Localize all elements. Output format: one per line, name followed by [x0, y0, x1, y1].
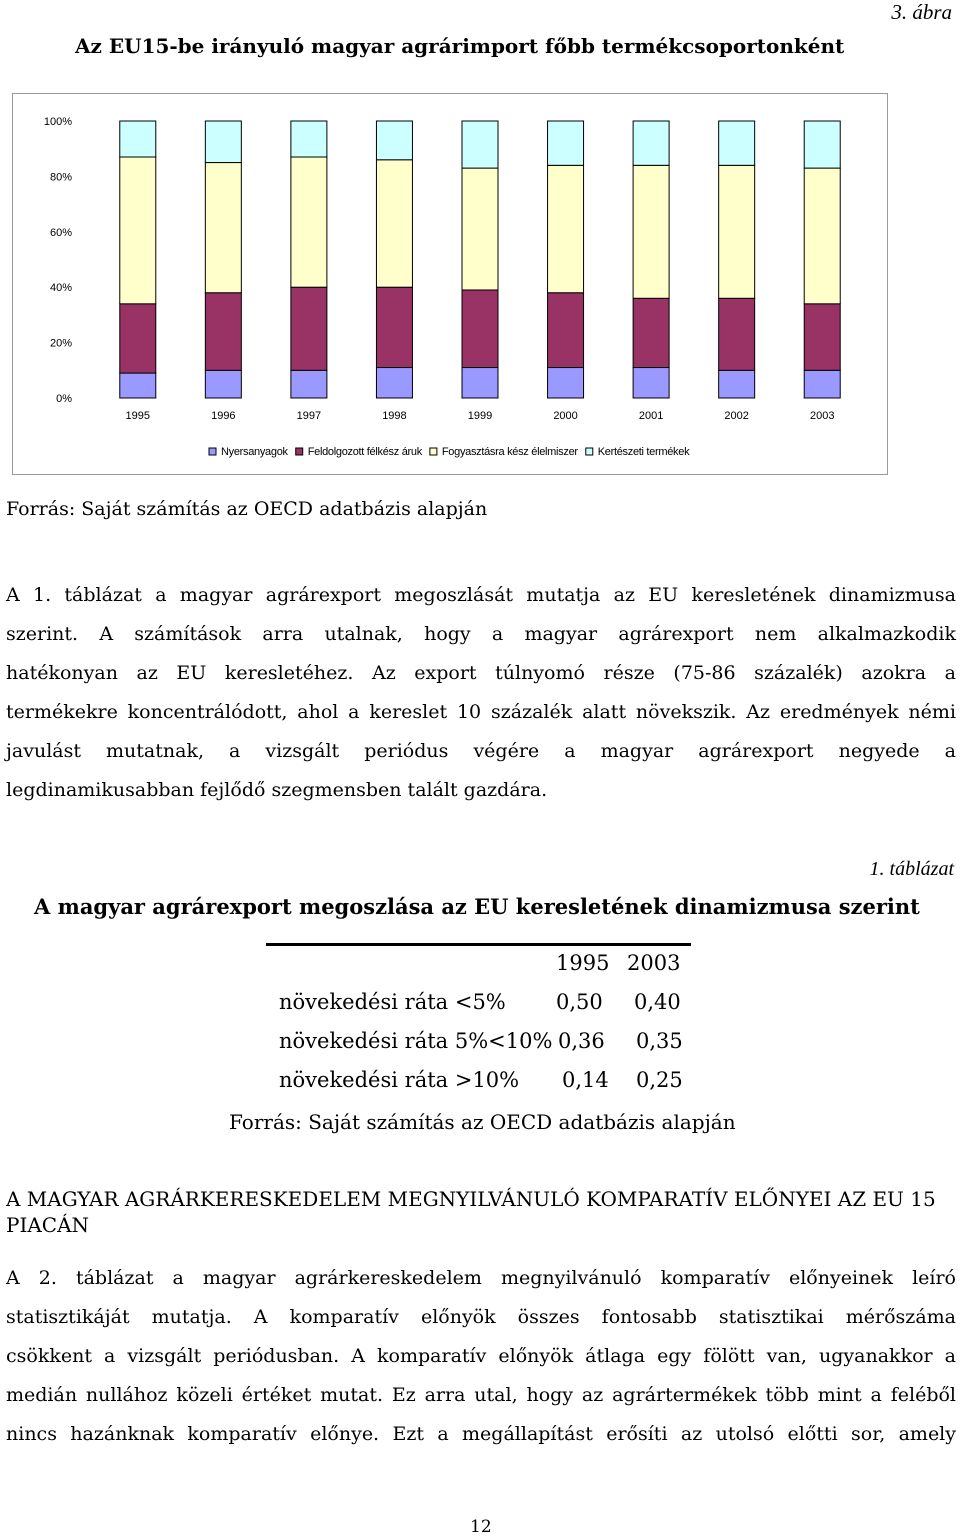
bar-segment: [462, 368, 498, 398]
x-tick-label: 1997: [296, 410, 322, 422]
table-top-rule: [266, 943, 691, 946]
y-tick-label: 0%: [56, 393, 72, 405]
x-tick-label: 1996: [211, 410, 236, 422]
bar-segment: [120, 304, 156, 373]
x-tick-label: 1999: [467, 410, 493, 422]
table-row-label: növekedési ráta <5%: [279, 990, 506, 1014]
bar-segment: [205, 121, 241, 163]
bar-segment: [291, 121, 327, 157]
y-tick-label: 100%: [43, 116, 72, 128]
paragraph-2-line: statisztikáját mutatja. A komparatív előnyök összes fontosabb statisztikai mérőszáma: [6, 1306, 956, 1328]
bar-segment: [804, 370, 840, 398]
bar-segment: [205, 293, 241, 371]
y-tick-label: 80%: [49, 171, 72, 184]
legend-swatch: [296, 448, 303, 455]
bar-segment: [548, 121, 584, 165]
bar-segment: [719, 370, 755, 398]
legend-swatch: [586, 448, 593, 455]
table-header-2003: 2003: [627, 951, 681, 975]
x-tick-label: 2003: [809, 410, 835, 422]
page-number: 12: [470, 1517, 492, 1537]
paragraph-1-line: javulást mutatnak, a vizsgált periódus végére a magyar agrárexport negyede a: [6, 740, 956, 762]
chart-canvas: [13, 94, 887, 474]
x-tick-label: 2001: [638, 410, 664, 422]
legend-label: Feldolgozott félkész áruk: [307, 446, 422, 458]
bar-segment: [462, 168, 498, 290]
y-tick-label: 40%: [49, 282, 72, 295]
bar-segment: [719, 298, 755, 370]
bar-segment: [291, 157, 327, 287]
paragraph-1-line: legdinamikusabban fejlődő szegmensben talált gazdára.: [6, 779, 548, 801]
paragraph-2-line: medián nullához közeli értéket mutat. Ez arra utal, hogy az agrártermékek több mint a feléből: [6, 1384, 956, 1406]
bar-segment: [804, 168, 840, 304]
legend-label: Kertészeti termékek: [597, 446, 690, 458]
table-row-label: növekedési ráta >10%: [279, 1068, 520, 1092]
table-cell: 0,36: [558, 1029, 605, 1053]
paragraph-2-line: csökkent a vizsgált periódusban. A komparatív előnyök átlaga egy fölött van, ugyanakkor a: [6, 1345, 956, 1367]
y-tick-label: 20%: [49, 337, 72, 350]
bar-segment: [548, 165, 584, 292]
x-tick-label: 2002: [724, 410, 749, 422]
bar-segment: [462, 121, 498, 168]
paragraph-1-line: termékekre koncentrálódott, ahol a kereslet 10 százalék alatt növekszik. Az eredmények némi: [6, 701, 956, 723]
table-row-label: növekedési ráta 5%<10%: [279, 1029, 553, 1053]
bar-segment: [376, 160, 412, 287]
paragraph-1: [6, 576, 956, 810]
bar-segment: [291, 287, 327, 370]
legend-swatch: [209, 448, 216, 455]
table-cell: 0,14: [562, 1068, 609, 1092]
bar-segment: [548, 293, 584, 368]
table-cell: 0,50: [556, 990, 603, 1014]
table-cell: 0,40: [634, 990, 681, 1014]
bar-segment: [633, 121, 669, 165]
paragraph-2-line: A 2. táblázat a magyar agrárkereskedelem megnyilvánuló komparatív előnyeinek leíró: [6, 1267, 956, 1289]
paragraph-1-line: szerint. A számítások arra utalnak, hogy a magyar agrárexport nem alkalmazkodik: [6, 623, 956, 645]
section-heading: A MAGYAR AGRÁRKERESKEDELEM MEGNYILVÁNULÓ KOMPARATÍV ELŐNYEI AZ EU 15 PIACÁN: [6, 1187, 936, 1237]
paragraph-2-line: nincs hazánknak komparatív előnye. Ezt a megállapítást erősíti az utolsó előtti sor, amely: [6, 1423, 956, 1445]
bar-segment: [804, 121, 840, 168]
table-title: A magyar agrárexport megoszlása az EU keresletének dinamizmusa szerint: [34, 894, 920, 919]
x-tick-label: 1995: [125, 410, 151, 422]
paragraph-2: [6, 1259, 956, 1454]
bar-segment: [120, 157, 156, 304]
bar-segment: [462, 290, 498, 368]
bar-segment: [804, 304, 840, 370]
paragraph-1-line: A 1. táblázat a magyar agrárexport megoszlását mutatja az EU keresletének dinamizmusa: [6, 584, 956, 606]
table-label: 1. táblázat: [869, 858, 954, 880]
bar-segment: [376, 121, 412, 160]
bar-segment: [376, 287, 412, 367]
bar-segment: [205, 163, 241, 293]
bar-segment: [205, 370, 241, 398]
x-tick-label: 2000: [553, 410, 578, 422]
bar-segment: [633, 165, 669, 298]
bar-segment: [633, 368, 669, 398]
x-tick-label: 1998: [382, 410, 407, 422]
figure-title: Az EU15-be irányuló magyar agrárimport főbb termékcsoportonként: [75, 34, 845, 58]
bar-segment: [291, 370, 327, 398]
table-source: Forrás: Saját számítás az OECD adatbázis alapján: [229, 1110, 736, 1134]
figure-source: Forrás: Saját számítás az OECD adatbázis alapján: [6, 498, 488, 520]
table-cell: 0,25: [636, 1068, 683, 1092]
stacked-bar-chart: [12, 93, 888, 475]
legend-label: Fogyasztásra kész élelmiszer: [441, 446, 578, 458]
figure-label: 3. ábra: [891, 0, 952, 24]
paragraph-1-line: hatékonyan az EU keresletéhez. Az export túlnyomó része (75-86 százalék) azokra a: [6, 662, 956, 684]
bar-segment: [120, 121, 156, 157]
legend-label: Nyersanyagok: [221, 446, 288, 458]
bar-segment: [633, 298, 669, 367]
bar-segment: [719, 165, 755, 298]
y-tick-label: 60%: [49, 226, 72, 239]
table-cell: 0,35: [636, 1029, 683, 1053]
bar-segment: [719, 121, 755, 165]
legend-swatch: [430, 448, 437, 455]
table-header-1995: 1995: [556, 951, 610, 975]
bar-segment: [548, 368, 584, 398]
bar-segment: [120, 373, 156, 398]
bar-segment: [376, 368, 412, 398]
